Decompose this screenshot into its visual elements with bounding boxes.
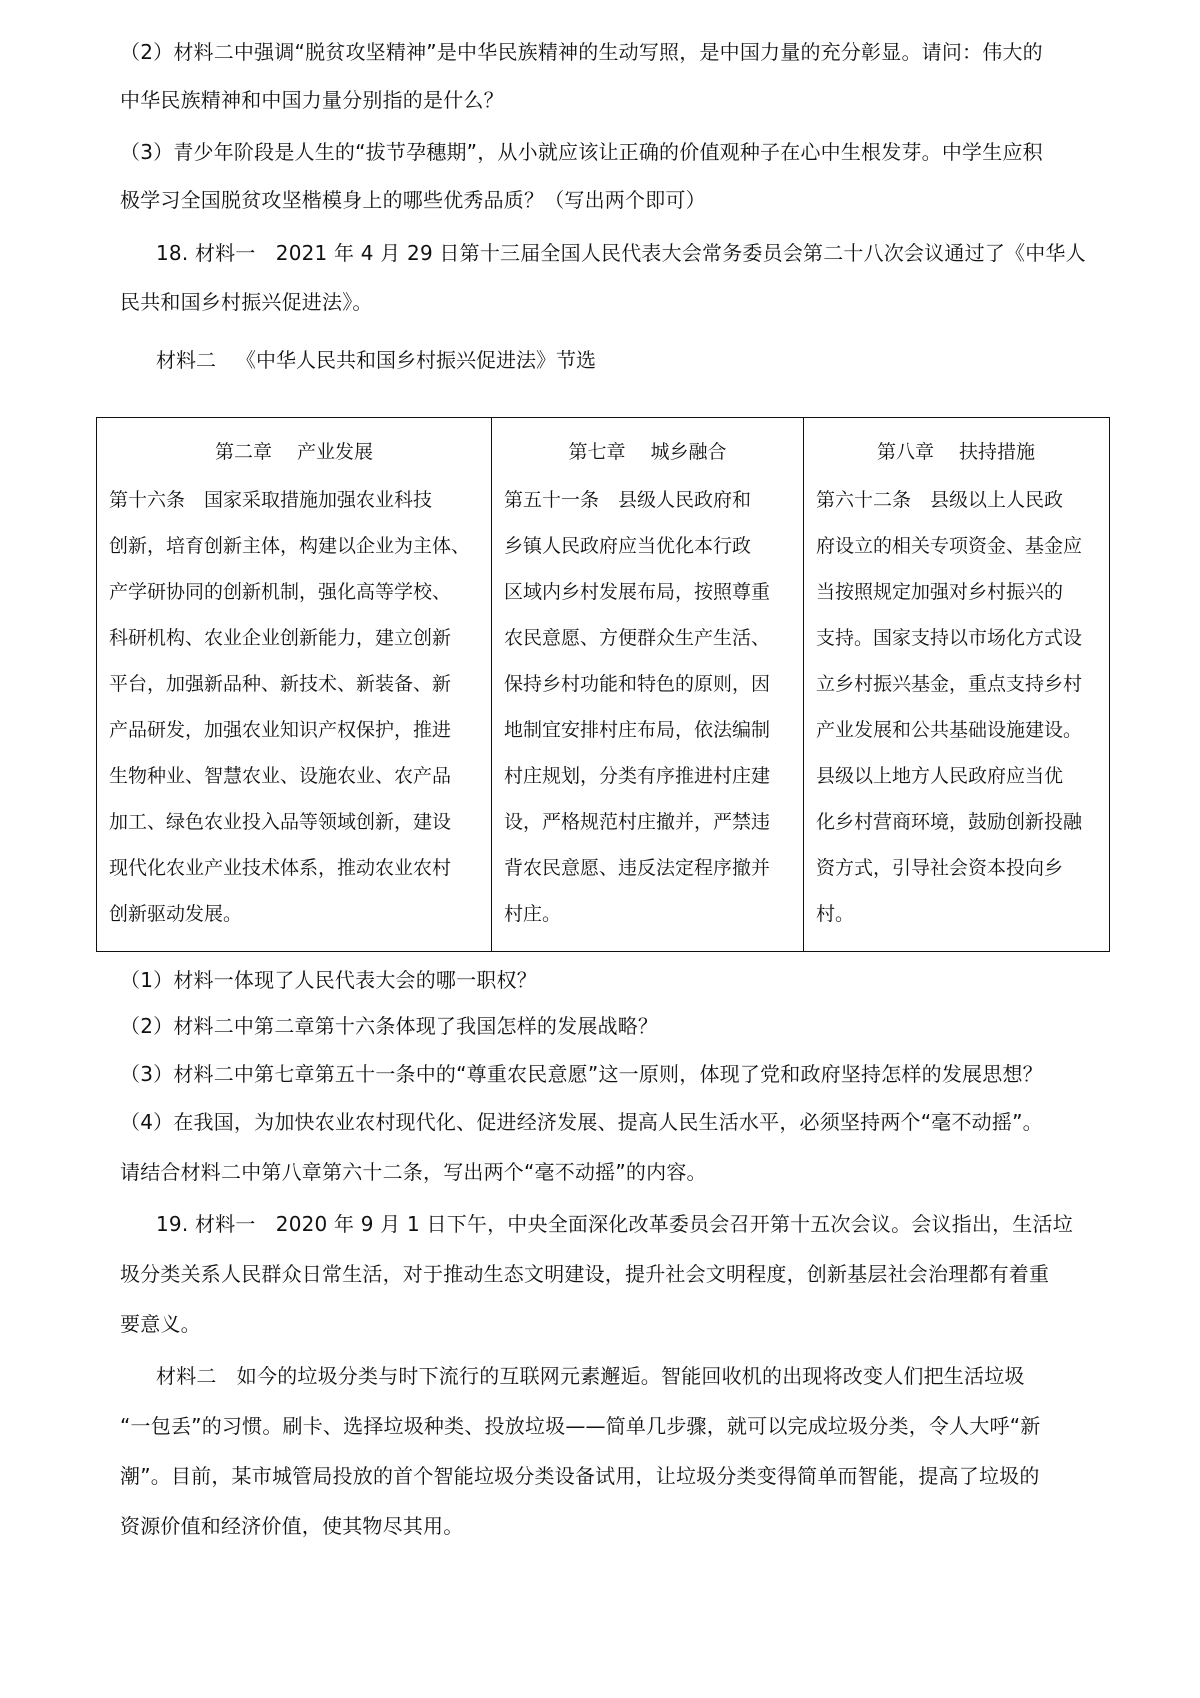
q19-intro-line1: 19. 材料一 2020 年 9 月 1 日下午，中央全面深化改革委员会召开第十五次会议。会议指出，生活垃	[156, 1212, 1073, 1236]
table-line: 背农民意愿、违反法定程序撤并	[504, 857, 771, 879]
q17-sub2-line2: 中华民族精神和中国力量分别指的是什么？	[120, 88, 504, 112]
table-line: 当按照规定加强对乡村振兴的	[816, 581, 1064, 603]
table-line: 资方式，引导社会资本投向乡	[816, 857, 1064, 879]
q18-sub1: （1）材料一体现了人民代表大会的哪一职权？	[120, 968, 537, 992]
table-line: 保持乡村功能和特色的原则，因	[504, 673, 771, 695]
table-line: 村。	[816, 903, 855, 925]
table-line: 村庄规划，分类有序推进村庄建	[504, 765, 771, 787]
table-line: 设，严格规范村庄撤并，严禁违	[504, 811, 771, 833]
table-line: 县级以上地方人民政府应当优	[816, 765, 1064, 787]
table-line: 产学研协同的创新机制，强化高等学校、	[109, 581, 452, 603]
table-line: 创新驱动发展。	[109, 903, 243, 925]
q18-sub2: （2）材料二中第二章第十六条体现了我国怎样的发展战略？	[120, 1014, 659, 1038]
table-line: 产业发展和公共基础设施建设。	[816, 719, 1083, 741]
q18-material2-label: 材料二	[156, 348, 216, 372]
chapter-heading: 第七章 城乡融合	[568, 441, 727, 463]
table-line: 平台，加强新品种、新技术、新装备、新	[109, 673, 452, 695]
q18-sub4-line1: （4）在我国，为加快农业农村现代化、促进经济发展、提高人民生活水平，必须坚持两个“毫不动摇”。	[120, 1110, 1043, 1134]
table-line: 科研机构、农业企业创新能力，建立创新	[109, 627, 452, 649]
table-column-industry	[97, 418, 491, 951]
table-line: 创新，培育创新主体，构建以企业为主体、	[109, 535, 471, 557]
table-line: 府设立的相关专项资金、基金应	[816, 535, 1083, 557]
table-line: 第五十一条 县级人民政府和	[504, 489, 752, 511]
q19-intro-line3: 要意义。	[120, 1312, 201, 1336]
q18-intro-line1: 18. 材料一 2021 年 4 月 29 日第十三届全国人民代表大会常务委员会第二十八次会议通过了《中华人	[156, 241, 1086, 265]
q18-sub3: （3）材料二中第七章第五十一条中的“尊重农民意愿”这一原则，体现了党和政府坚持怎样的发展思想？	[120, 1062, 1043, 1086]
q18-material2-title: 《中华人民共和国乡村振兴促进法》节选	[236, 348, 596, 372]
q19-material2-line2: “一包丢”的习惯。刷卡、选择垃圾种类、投放垃圾——简单几步骤，就可以完成垃圾分类，令人大呼“新	[120, 1414, 1041, 1438]
q18-intro-line2: 民共和国乡村振兴促进法》。	[120, 290, 373, 314]
q19-material2-line3: 潮”。目前，某市城管局投放的首个智能垃圾分类设备试用，让垃圾分类变得简单而智能，提高了垃圾的	[120, 1464, 1040, 1488]
table-line: 区域内乡村发展布局，按照尊重	[504, 581, 771, 603]
table-column-urban-rural	[491, 418, 803, 951]
table-line: 村庄。	[504, 903, 562, 925]
law-excerpt-table	[96, 417, 1110, 952]
table-line: 乡镇人民政府应当优化本行政	[504, 535, 752, 557]
q19-intro-line2: 圾分类关系人民群众日常生活，对于推动生态文明建设，提升社会文明程度，创新基层社会治理都有着重	[120, 1262, 1050, 1286]
table-line: 生物种业、智慧农业、设施农业、农产品	[109, 765, 452, 787]
q17-sub3-line1: （3）青少年阶段是人生的“拔节孕穗期”，从小就应该让正确的价值观种子在心中生根发芽。中学生应积	[120, 140, 1043, 164]
table-line: 现代化农业产业技术体系，推动农业农村	[109, 857, 452, 879]
table-line: 加工、绿色农业投入品等领域创新，建设	[109, 811, 452, 833]
q17-sub3-line2: 极学习全国脱贫攻坚楷模身上的哪些优秀品质？（写出两个即可）	[120, 188, 706, 212]
table-column-support	[803, 418, 1108, 951]
table-line: 产品研发，加强农业知识产权保护，推进	[109, 719, 452, 741]
table-line: 化乡村营商环境，鼓励创新投融	[816, 811, 1083, 833]
table-line: 第十六条 国家采取措施加强农业科技	[109, 489, 433, 511]
q19-material2-line4: 资源价值和经济价值，使其物尽其用。	[120, 1514, 464, 1538]
table-line: 第六十二条 县级以上人民政	[816, 489, 1064, 511]
q17-sub2-line1: （2）材料二中强调“脱贫攻坚精神”是中华民族精神的生动写照，是中国力量的充分彰显。请问：伟大的	[120, 40, 1043, 64]
table-line: 地制宜安排村庄布局，依法编制	[504, 719, 771, 741]
table-line: 支持。国家支持以市场化方式设	[816, 627, 1083, 649]
q18-sub4-line2: 请结合材料二中第八章第六十二条，写出两个“毫不动摇”的内容。	[120, 1160, 707, 1184]
table-line: 农民意愿、方便群众生产生活、	[504, 627, 771, 649]
chapter-heading: 第八章 扶持措施	[876, 441, 1036, 463]
q19-material2-line1: 材料二 如今的垃圾分类与时下流行的互联网元素邂逅。智能回收机的出现将改变人们把生活垃圾	[156, 1364, 1025, 1388]
chapter-heading: 第二章 产业发展	[214, 441, 374, 463]
table-line: 立乡村振兴基金，重点支持乡村	[816, 673, 1083, 695]
